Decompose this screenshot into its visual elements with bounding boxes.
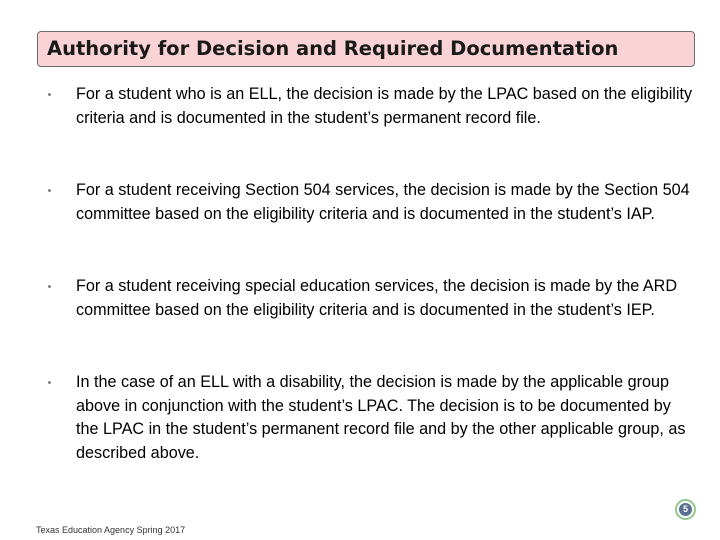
bullet-dot-icon [48,93,51,96]
bullet-text: In the case of an ELL with a disability, the decision is made by the applicable group above in conjunction with the student’s LPAC. The decision is to be documented by the LPAC in the student’s permanent record file and by the other applicable group, as described above. [76,373,686,462]
bullet-dot-icon [48,189,51,192]
page-number: 5 [679,503,692,516]
slide-title-bar [37,31,695,67]
bullet-text: For a student receiving Section 504 services, the decision is made by the Section 504 committee based on the eligibility criteria and is documented in the student’s IAP. [76,181,690,223]
bullet-text: For a student who is an ELL, the decision is made by the LPAC based on the eligibility criteria and is documented in the student’s permanent record file. [76,85,693,127]
bullet-dot-icon [48,381,51,384]
bullet-dot-icon [48,285,51,288]
footer-text: Texas Education Agency Spring 2017 [36,525,186,535]
bullet-text: For a student receiving special education services, the decision is made by the ARD committee based on the eligibility criteria and is documented in the student’s IEP. [76,277,678,319]
slide-title: Authority for Decision and Required Documentation [47,37,619,60]
page-number-badge [675,499,696,520]
